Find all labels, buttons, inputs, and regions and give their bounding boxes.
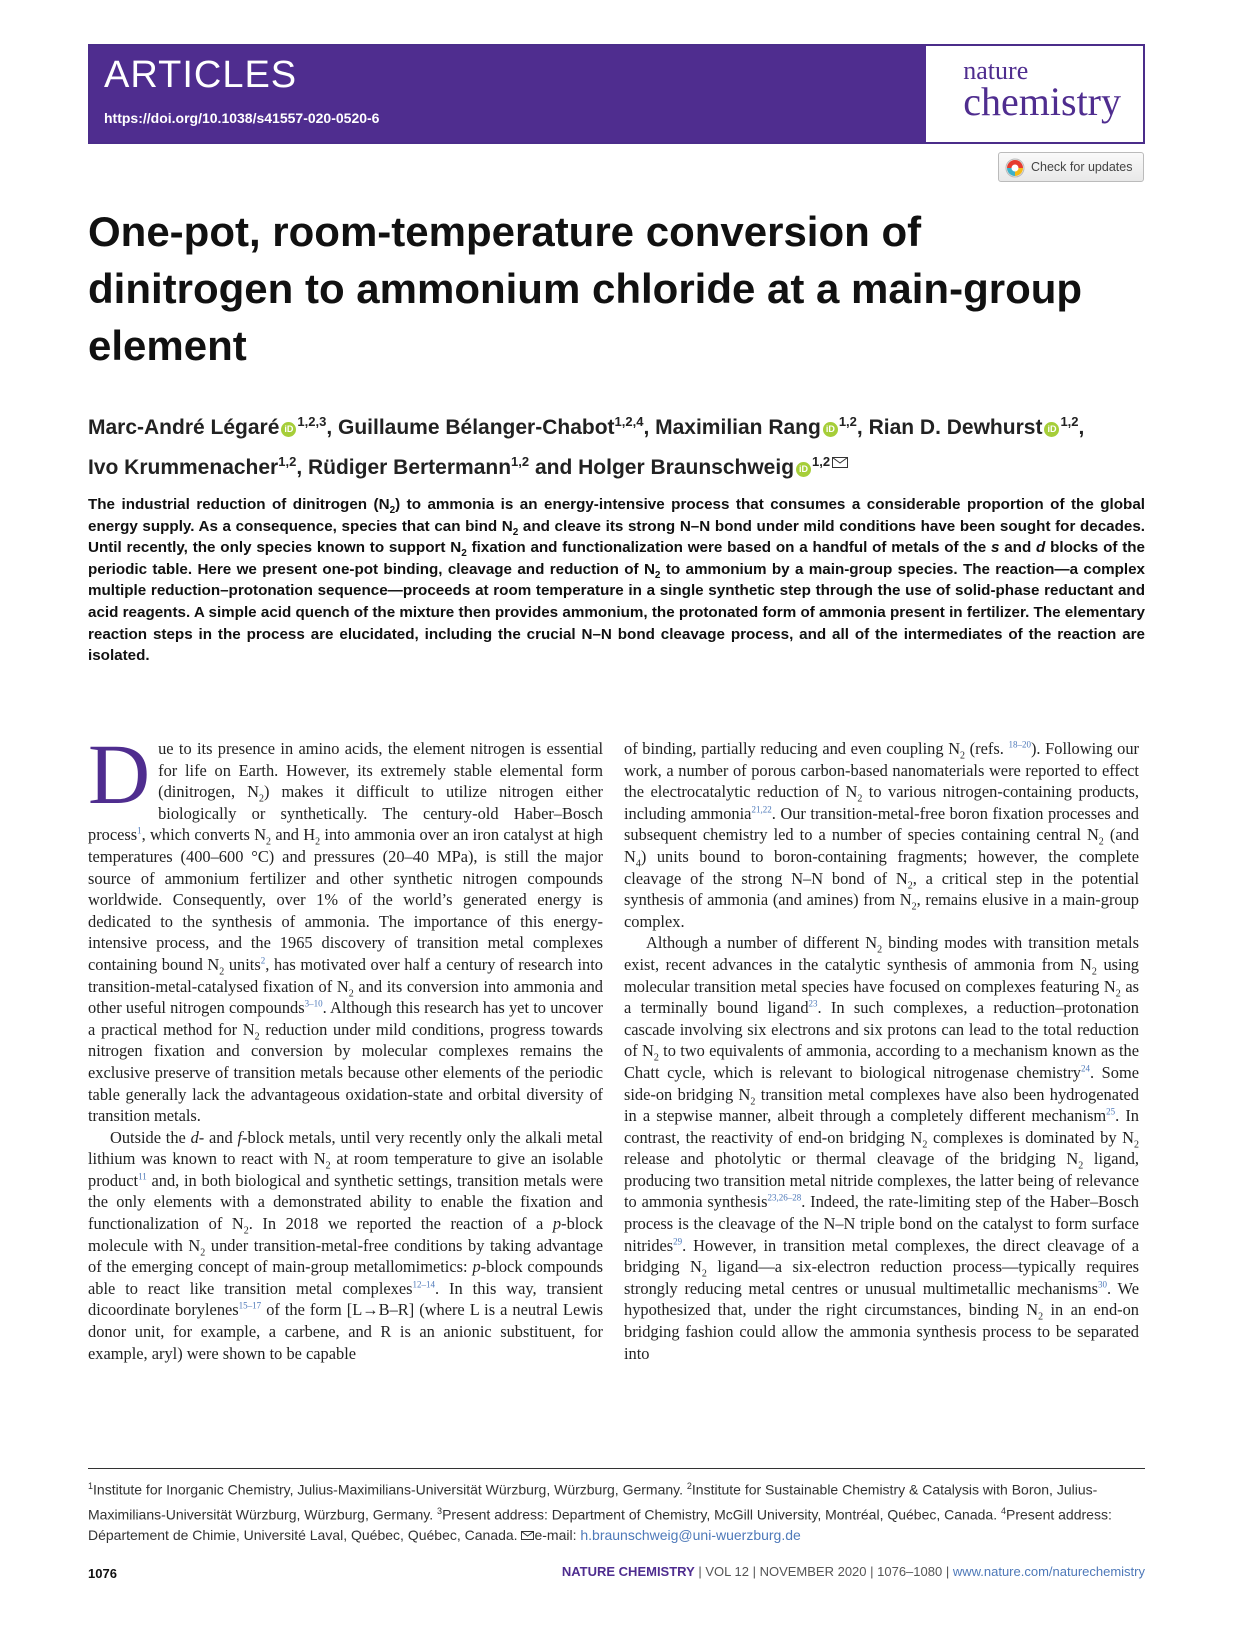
author-name[interactable]: Rian D. Dewhurst (868, 416, 1043, 439)
orcid-icon[interactable]: iD (796, 462, 811, 477)
envelope-icon[interactable] (832, 457, 848, 468)
orcid-icon[interactable]: iD (281, 422, 296, 437)
author-affiliation: 1,2 (838, 414, 857, 429)
footnote-divider (88, 1468, 1145, 1469)
author-name[interactable]: Marc-André Légaré (88, 416, 280, 439)
citation-link[interactable]: 1 (137, 825, 142, 836)
citation-link[interactable]: 11 (138, 1171, 147, 1182)
journal-logo (963, 58, 1121, 122)
section-label: ARTICLES (104, 54, 298, 96)
citation-link[interactable]: 21,22 (751, 804, 772, 815)
citation-link[interactable]: 18–20 (1008, 739, 1031, 750)
citation-link[interactable]: 2 (260, 955, 266, 966)
author-name[interactable]: Ivo Krummenacher (88, 456, 279, 479)
citation-link[interactable]: 25 (1106, 1106, 1116, 1117)
email-link[interactable]: h.braunschweig@uni-wuerzburg.de (580, 1527, 801, 1544)
author-affiliation: 1,2 (511, 454, 530, 469)
citation-link[interactable]: 12–14 (412, 1279, 436, 1290)
citation-link[interactable]: 24 (1081, 1063, 1090, 1074)
check-updates-label: Check for updates (1031, 160, 1133, 174)
header-banner (88, 44, 1145, 144)
check-for-updates-button[interactable] (998, 152, 1144, 182)
body-paragraph: Although a number of different $N_2$ binding modes with transition metals exist, recent advances in the catalytic synthesis of ammonia from $N_2$ using molecular transition metal species have focused on complexes featuring $N_2$ as a terminally bound ligand$^{23}$. In such complexes, a reduction–protonation cascade involving six electrons and six protons can lead to the total reduction of $N_2$ to two equivalents of ammonia, according to a mechanism known as the Chatt cycle, which is relevant to biological nitrogenase chemistry$^{24}$. Some side-on bridging $N_2$ transition metal complexes have also been hydrogenated in a stepwise manner, albeit through a completely different mechanism$^{25}$. In contrast, the reactivity of end-on bridging $N_2$ complexes is dominated by $N_2$ release and photolytic or thermal cleavage of the bridging $N_2$ ligand, producing two transition metal nitride complexes, the latter being of relevance to ammonia synthesis$^{23,26-28}$. Indeed, the rate-limiting step of the Haber–Bosch process is the cleavage of the N–N triple bond on the catalyst to form surface nitrides$^{29}$. However, in transition metal complexes, the direct cleavage of a bridging $N_2$ ligand—a six-electron reduction process—typically requires strongly reducing metal centres or unusual multimetallic mechanisms$^{30}$. We hypothesized that, under the right circumstances, binding $N_2$ in an end-on bridging fashion could allow the ammonia synthesis process to be separated into (624, 933, 1140, 1363)
author-affiliation: 1,2,3 (297, 414, 327, 429)
footer-issue: NOVEMBER 2020 (759, 1564, 867, 1579)
author-name[interactable]: Rüdiger Bertermann (307, 456, 512, 479)
body-column-left (88, 726, 604, 1364)
footer-citation: NATURE CHEMISTRY | VOL 12 | NOVEMBER 2020 | 1076–1080 | www.nature.com/naturechemistry (561, 1564, 1145, 1579)
orcid-icon[interactable]: iD (823, 422, 838, 437)
citation-link[interactable]: 15–17 (238, 1300, 262, 1311)
article-title: One-pot, room-temperature conversion of dinitrogen to ammonium chloride at a main-group element (88, 208, 1083, 369)
citation-link[interactable]: 23,26–28 (767, 1193, 802, 1203)
abstract: The industrial reduction of dinitrogen $(N_2)$ to ammonia is an energy-intensive process that consumes a considerable proportion of the global energy supply. As a consequence, species that can bind $N_2$ and cleave its strong N–N bond under mild conditions have been sought for decades. Until recently, the only species known to support $N_2$ fixation and functionalization were based on a handful of metals of the s and d blocks of the periodic table. Here we present one-pot binding, cleavage and reduction of $N_2$ to ammonium by a main-group species. The reaction—a complex multiple reduction–protonation sequence—proceeds at room temperature in a single synthetic step through the use of solid-phase reductant and acid reagents. A simple acid quench of the mixture then provides ammonium, the protonated form of ammonia present in fertilizer. The elementary reaction steps in the process are elucidated, including the crucial N–N bond cleavage process, and all of the intermediates of the reaction are isolated. (88, 496, 1145, 665)
footer-pages: 1076–1080 (877, 1564, 943, 1579)
footer-volume: VOL 12 (705, 1564, 749, 1579)
envelope-icon (521, 1531, 534, 1540)
author-list: Marc-André Légaré iD $^{1,2,3}$, Guillaume Bélanger-Chabot$^{1,2,4}$, Maximilian Rang iD $^{1,2}$, Rian D. Dewhurst iD $^{1,2}$, Ivo Krummenacher$^{1,2}$, Rüdiger Bertermann$^{1,2}$ and Holger Braunschweig iD $^{1,2}$ (88, 414, 1085, 479)
citation-link[interactable]: 3–10 (304, 998, 323, 1009)
citation-link[interactable]: 29 (673, 1236, 683, 1247)
author-affiliation: 1,2,4 (614, 414, 644, 429)
author-affiliation: 1,2 (278, 454, 297, 469)
body-column-right (624, 738, 1139, 1364)
doi-link[interactable]: https://doi.org/10.1038/s41557-020-0520-6 (104, 110, 380, 126)
page-number: 1076 (88, 1566, 117, 1581)
body-paragraph: of binding, partially reducing and even coupling $N_2$ (refs. $^{18-20}$). Following our work, a number of porous carbon-based nanomaterials were reported to effect the electrocatalytic reduction of $N_2$ to various nitrogen-containing products, including ammonia$^{21,22}$. Our transition-metal-free boron fixation processes and subsequent chemistry led to a number of species containing central $N_2$ (and $N_4$) units bound to boron-containing fragments; however, the complete cleavage of the strong N–N bond of $N_2$, a critical step in the potential synthesis of ammonia (and amines) from $N_2$, remains elusive in a main-group complex. (624, 739, 1140, 931)
citation-link[interactable]: 23 (808, 998, 818, 1009)
crossmark-icon (1005, 158, 1025, 178)
author-name[interactable]: Guillaume Bélanger-Chabot (337, 416, 615, 439)
author-name[interactable]: Holger Braunschweig (578, 456, 795, 479)
author-connector: and (534, 456, 573, 479)
journal-logo-line1: nature (963, 56, 1029, 85)
body-paragraph: Outside the d- and f-block metals, until very recently only the alkali metal lithium was known to react with $N_2$ at room temperature to give an isolable product$^{11}$ and, in both biological and synthetic settings, transition metals were the only elements with a demonstrated ability to enable the fixation and functionalization of $N_2$. In 2018 we reported the reaction of a p-block molecule with $N_2$ under transition-metal-free conditions by taking advantage of the emerging concept of main-group metallomimetics: p-block compounds able to react like transition metal complexes$^{12-14}$. In this way, transient dicoordinate borylenes$^{15-17}$ of the form [L→B–R] (where L is a neutral Lewis donor unit, for example, a carbene, and R is an anionic substituent, for example, aryl) were shown to be capable (88, 1127, 604, 1363)
journal-url-link[interactable]: www.nature.com/naturechemistry (952, 1564, 1145, 1579)
author-name[interactable]: Maximilian Rang (655, 416, 821, 439)
affiliations: $^1$Institute for Inorganic Chemistry, Julius-Maximilians-Universität Würzburg, Würzburg, Germany. $^2$Institute for Sustainable Chemistry & Catalysis with Boron, Julius-Maximilians-Universität Würzburg, Würzburg, Germany. $^3$Present address: Department of Chemistry, McGill University, Montréal, Québec, Canada. $^4$Present address: Département de Chimie, Université Laval, Québec, Québec, Canada. e-mail: h.braunschweig@uni-wuerzburg.de (88, 1481, 1112, 1544)
body-paragraph: Due to its presence in amino acids, the element nitrogen is essential for life on Earth. However, its extremely stable elemental form (dinitrogen, $N_2$) makes it difficult to utilize nitrogen either biologically or synthetically. The century-old Haber–Bosch process$^1$, which converts $N_2$ and $H_2$ into ammonia over an iron catalyst at high temperatures (400–600 °C) and pressures (20–40 MPa), is still the major source of ammonium fertilizer and other synthetic nitrogen compounds worldwide. Consequently, over 1% of the world’s generated energy is dedicated to the synthesis of ammonia. The importance of this energy-intensive process, and the 1965 discovery of transition metal complexes containing bound $N_2$ units$^2$, has motivated over half a century of research into transition-metal-catalysed fixation of $N_2$ and its conversion into ammonia and other useful nitrogen compounds$^{3-10}$. Although this research has yet to uncover a practical method for $N_2$ reduction under mild conditions, progress towards nitrogen fixation and conversion by molecular complexes remains the exclusive preserve of transition metals because other elements of the periodic table generally lack the advantageous oxidation-state and orbital diversity of transition metals. (88, 726, 604, 1126)
journal-logo-line2: chemistry (963, 79, 1121, 124)
citation-link[interactable]: 30 (1098, 1279, 1108, 1290)
author-affiliation: 1,2 (1060, 414, 1079, 429)
orcid-icon[interactable]: iD (1044, 422, 1059, 437)
footer-journal: NATURE CHEMISTRY (561, 1564, 695, 1579)
section-band (90, 46, 926, 142)
drop-cap: D (88, 726, 151, 822)
author-affiliation: 1,2 (812, 454, 831, 469)
